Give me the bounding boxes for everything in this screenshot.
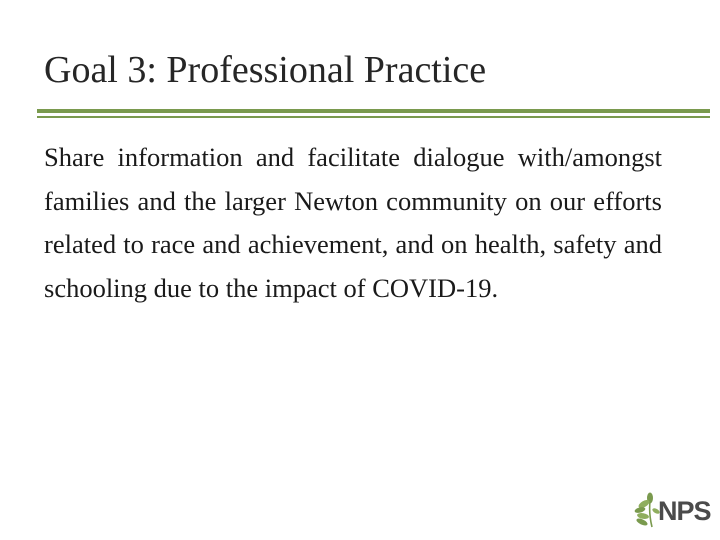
slide-title: Goal 3: Professional Practice [44,49,487,91]
nps-logo [630,490,714,532]
logo-wordmark: NPS [658,496,711,526]
title-divider [37,109,710,118]
slide-body-text: Share information and facilitate dialogue with/amongst families and the larger Newton community on our efforts related to race and achievement, and on health, safety and schooling due to the impact of COVID-19. [44,142,662,303]
title-divider-thick-line [37,109,710,113]
leaf-sprig-icon [630,491,660,531]
title-divider-thin-line [37,116,710,118]
